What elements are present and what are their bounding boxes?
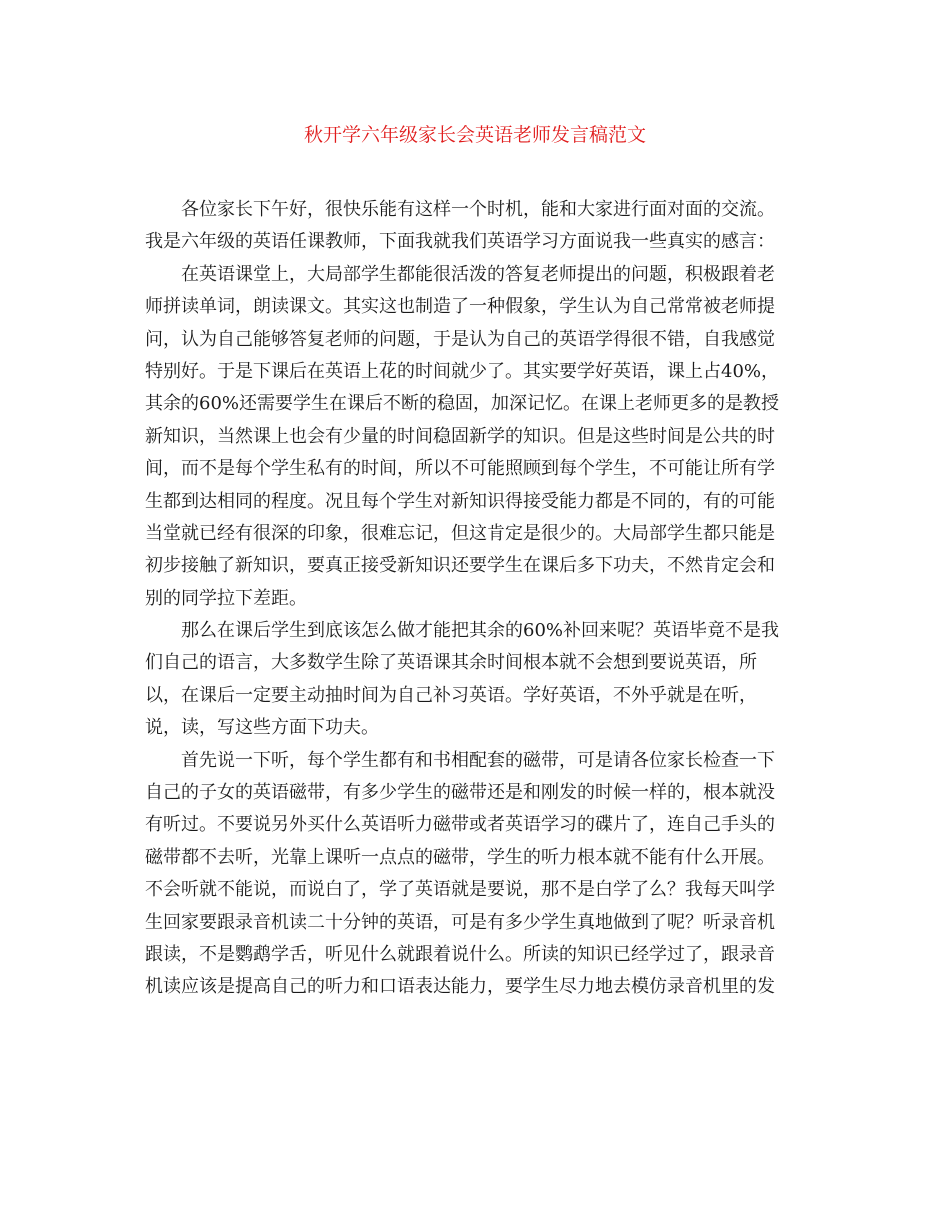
text-line: 当堂就已经有很深的印象，很难忘记，但这肯定是很少的。大局部学生都只能是 — [145, 522, 775, 544]
text-line: 那么在课后学生到底该怎么做才能把其余的60%补回来呢？英语毕竟不是我 — [181, 620, 780, 642]
text-line: 磁带都不去听，光靠上课听一点点的磁带，学生的听力根本就不能有什么开展。 — [145, 846, 775, 868]
text-line: 生回家要跟录音机读二十分钟的英语，可是有多少学生真地做到了呢？听录音机 — [145, 911, 775, 933]
text-line: 师拼读单词，朗读课文。其实这也制造了一种假象，学生认为自己常常被老师提 — [145, 296, 775, 318]
document-title: 秋开学六年级家长会英语老师发言稿范文 — [303, 124, 646, 146]
text-line: 特别好。于是下课后在英语上花的时间就少了。其实要学好英语，课上占40%， — [145, 360, 780, 382]
text-line: 各位家长下午好，很快乐能有这样一个时机，能和大家进行面对面的交流。 — [181, 199, 775, 220]
text-line: 跟读，不是鹦鹉学舌，听见什么就跟着说什么。所读的知识已经学过了，跟录音 — [145, 943, 775, 965]
text-line: 别的同学拉下差距。 — [145, 587, 307, 609]
text-line: 其余的60%还需要学生在课后不断的稳固，加深记忆。在课上老师更多的是教授 — [145, 393, 780, 415]
text-line: 以，在课后一定要主动抽时间为自己补习英语。学好英语，不外乎就是在听， — [145, 684, 757, 706]
text-line: 自己的子女的英语磁带，有多少学生的磁带还是和刚发的时候一样的，根本就没 — [145, 782, 775, 804]
text-line: 说，读，写这些方面下功夫。 — [145, 717, 379, 739]
text-line: 有听过。不要说另外买什么英语听力磁带或者英语学习的碟片了，连自己手头的 — [145, 814, 775, 836]
text-line: 在英语课堂上，大局部学生都能很活泼的答复老师提出的问题，积极跟着老 — [181, 263, 775, 285]
text-line: 新知识，当然课上也会有少量的时间稳固新学的知识。但是这些时间是公共的时 — [145, 425, 775, 447]
text-line: 不会听就不能说，而说白了，学了英语就是要说，那不是白学了么？我每天叫学 — [145, 879, 775, 901]
text-line: 问，认为自己能够答复老师的问题，于是认为自己的英语学得很不错，自我感觉 — [145, 328, 775, 350]
text-line: 间，而不是每个学生私有的时间，所以不可能照顾到每个学生，不可能让所有学 — [145, 458, 775, 480]
text-line: 首先说一下听，每个学生都有和书相配套的磁带，可是请各位家长检查一下 — [181, 749, 775, 771]
text-line: 机读应该是提高自己的听力和口语表达能力，要学生尽力地去模仿录音机里的发 — [145, 976, 775, 998]
text-line: 我是六年级的英语任课教师，下面我就我们英语学习方面说我一些真实的感言： — [145, 231, 775, 253]
document-body — [145, 194, 805, 1004]
text-line: 初步接触了新知识，要真正接受新知识还要学生在课后多下功夫，不然肯定会和 — [145, 555, 775, 577]
text-line: 们自己的语言，大多数学生除了英语课其余时间根本就不会想到要说英语，所 — [145, 652, 757, 674]
text-line: 生都到达相同的程度。况且每个学生对新知识得接受能力都是不同的，有的可能 — [145, 490, 775, 512]
